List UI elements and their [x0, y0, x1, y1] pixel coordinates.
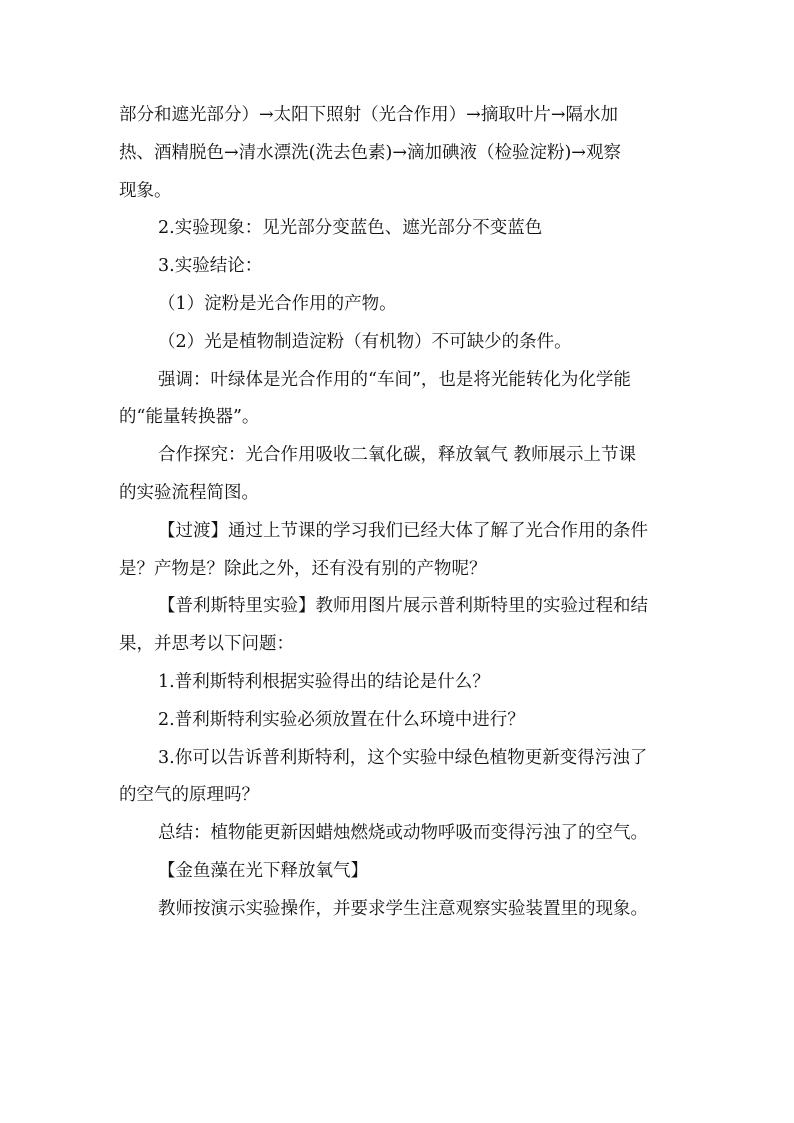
paragraph-line: 热、酒精脱色→清水漂洗(洗去色素)→滴加碘液（检验淀粉)→观察 [119, 142, 621, 163]
experiment-conclusion-heading: 3.实验结论： [158, 256, 263, 277]
paragraph-line: 教师按演示实验操作，并要求学生注意观察实验装置里的现象。 [158, 898, 648, 919]
question-item: 2.普利斯特利实验必须放置在什么环境中进行？ [158, 709, 525, 730]
question-item: 1.普利斯特利根据实验得出的结论是什么？ [158, 671, 490, 692]
paragraph-line: 是？产物是？除此之外，还有没有别的产物呢？ [119, 558, 487, 579]
question-item: 3.你可以告诉普利斯特利，这个实验中绿色植物更新变得污浊了 [158, 747, 648, 768]
paragraph-line: 的空气的原理吗？ [119, 785, 259, 806]
paragraph-line: 现象。 [119, 180, 172, 201]
paragraph-line: 【普利斯特里实验】教师用图片展示普利斯特里的实验过程和结 [158, 596, 648, 617]
paragraph-line: 强调：叶绿体是光合作用的“车间”，也是将光能转化为化学能 [158, 369, 631, 390]
paragraph-line: 果，并思考以下问题： [119, 634, 294, 655]
section-heading: 【金鱼藻在光下释放氧气】 [158, 860, 368, 881]
experiment-phenomenon-line: 2.实验现象：见光部分变蓝色、遮光部分不变蓝色 [158, 218, 543, 239]
paragraph-line: 的“能量转换器”。 [119, 407, 260, 428]
document-body [119, 97, 679, 929]
conclusion-item: （1）淀粉是光合作用的产物。 [158, 293, 397, 314]
paragraph-line: 部分和遮光部分）→太阳下照射（光合作用）→摘取叶片→隔水加 [119, 105, 618, 125]
conclusion-item: （2）光是植物制造淀粉（有机物）不可缺少的条件。 [158, 331, 572, 352]
paragraph-line: 合作探究：光合作用吸收二氧化碳，释放氧气 教师展示上节课 [158, 445, 637, 466]
summary-line: 总结：植物能更新因蜡烛燃烧或动物呼吸而变得污浊了的空气。 [158, 823, 648, 844]
paragraph-line: 的实验流程简图。 [119, 482, 259, 503]
paragraph-line: 【过渡】通过上节课的学习我们已经大体了解了光合作用的条件 [158, 520, 648, 541]
